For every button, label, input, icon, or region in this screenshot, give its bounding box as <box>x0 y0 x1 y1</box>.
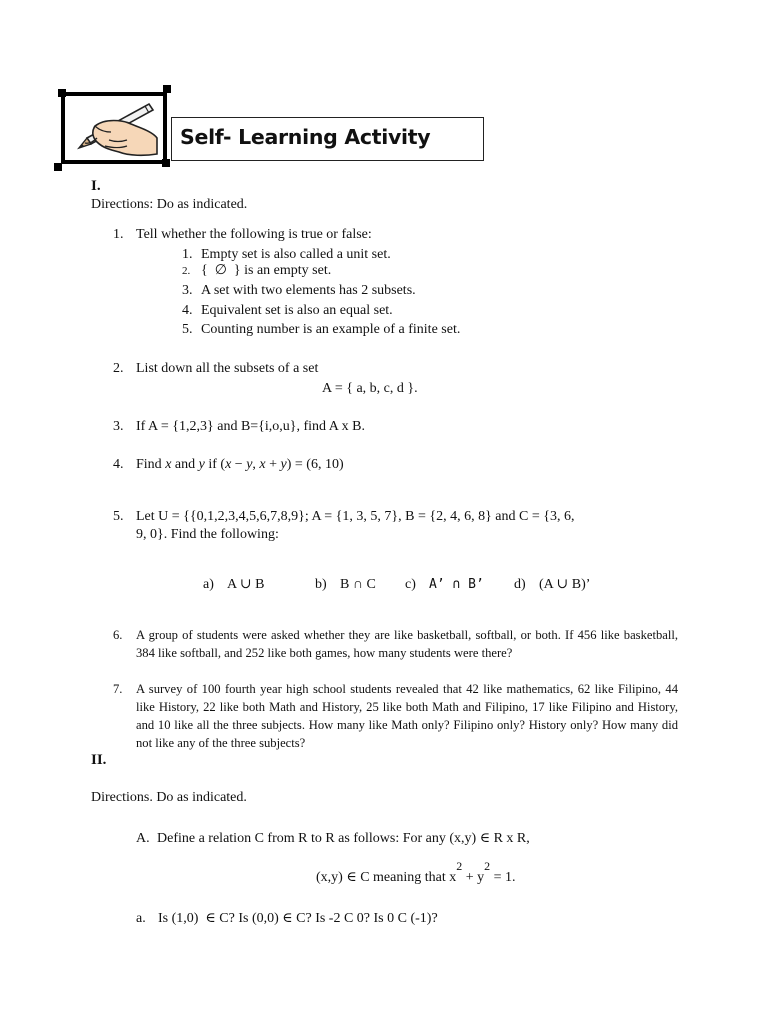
q1-item-number: 1. <box>182 247 193 262</box>
q5-text-line2: 9, 0}. Find the following: <box>136 527 279 542</box>
part2-a-label: A. <box>136 831 150 846</box>
q4-text: Find x and y if (x − y, x + y) = (6, 10) <box>136 457 344 472</box>
q1-item-number: 4. <box>182 303 193 318</box>
q2-number: 2. <box>113 361 124 376</box>
frame-corner <box>163 85 171 93</box>
section-numeral-2: II. <box>91 752 107 768</box>
section-numeral-1: I. <box>91 178 101 194</box>
q5-text-line1: Let U = {{0,1,2,3,4,5,6,7,8,9}; A = {1, 3, 5, 7}, B = {2, 4, 6, 8} and C = {3, 6, <box>136 509 575 524</box>
q6-text: A group of students were asked whether they are like basketball, softball, or both. If 456 like basketball, 384 like softball, and 252 like both games, how many students were there? <box>136 628 678 660</box>
part2-sub-a-text: Is (1,0) ∈ C? Is (0,0) ∈ C? Is -2 C 0? Is 0 C (-1)? <box>158 911 438 926</box>
q1-item-number: 3. <box>182 283 193 298</box>
q5-part-label: b) <box>315 577 327 592</box>
q6-number: 6. <box>113 628 123 642</box>
q5-part-expr: (A ∪ B)’ <box>539 577 591 592</box>
q7-text: A survey of 100 fourth year high school students revealed that 42 like mathematics, 62 like Filipino, 44 like History, 22 like both Math and History, 25 like both Math and Filipino, 17 like Filipino and History, and 10 like all the three subjects. How many like Math only? Filipino only? History only? How many did not like any of the three subjects? <box>136 682 678 750</box>
frame-corner <box>54 163 62 171</box>
q2-set: A = { a, b, c, d }. <box>322 381 418 396</box>
part2-directions: Directions. Do as indicated. <box>91 790 247 805</box>
part2-a-text: Define a relation C from R to R as follows: For any (x,y) ∈ R x R, <box>157 831 530 846</box>
q5-part-expr: A ∪ B <box>227 577 265 592</box>
q5-part-label: d) <box>514 577 526 592</box>
part1-directions: Directions: Do as indicated. <box>91 197 248 212</box>
q1-item-text: Empty set is also called a unit set. <box>201 247 391 262</box>
q1-item-text: A set with two elements has 2 subsets. <box>201 283 416 298</box>
q5-part-label: a) <box>203 577 214 592</box>
q3-number: 3. <box>113 419 124 434</box>
q1-item-number: 2. <box>182 265 191 277</box>
q5-part-expr: B ∩ C <box>340 577 376 592</box>
q4-number: 4. <box>113 457 124 472</box>
hand-writing-with-pencil-icon <box>65 96 163 160</box>
q1-item-text: Equivalent set is also an equal set. <box>201 303 393 318</box>
q7-number: 7. <box>113 682 123 696</box>
q1-item-text: { ∅ } is an empty set. <box>201 263 332 278</box>
q5-part-expr: A’ ∩ B’ <box>429 577 484 592</box>
relation-definition: (x,y) ∈ C meaning that x2 + y2 = 1. <box>316 859 516 885</box>
q5-number: 5. <box>113 509 124 524</box>
q2-text: List down all the subsets of a set <box>136 361 319 376</box>
q1-item-text: Counting number is an example of a finite set. <box>201 322 461 337</box>
page-title: Self- Learning Activity <box>180 125 431 149</box>
part2-sub-a-label: a. <box>136 911 146 926</box>
q5-part-label: c) <box>405 577 416 592</box>
q1-text: Tell whether the following is true or false: <box>136 227 372 242</box>
q1-number: 1. <box>113 227 124 242</box>
q3-text: If A = {1,2,3} and B={i,o,u}, find A x B. <box>136 419 365 434</box>
q1-item-number: 5. <box>182 322 193 337</box>
header-icon-frame <box>61 92 167 164</box>
